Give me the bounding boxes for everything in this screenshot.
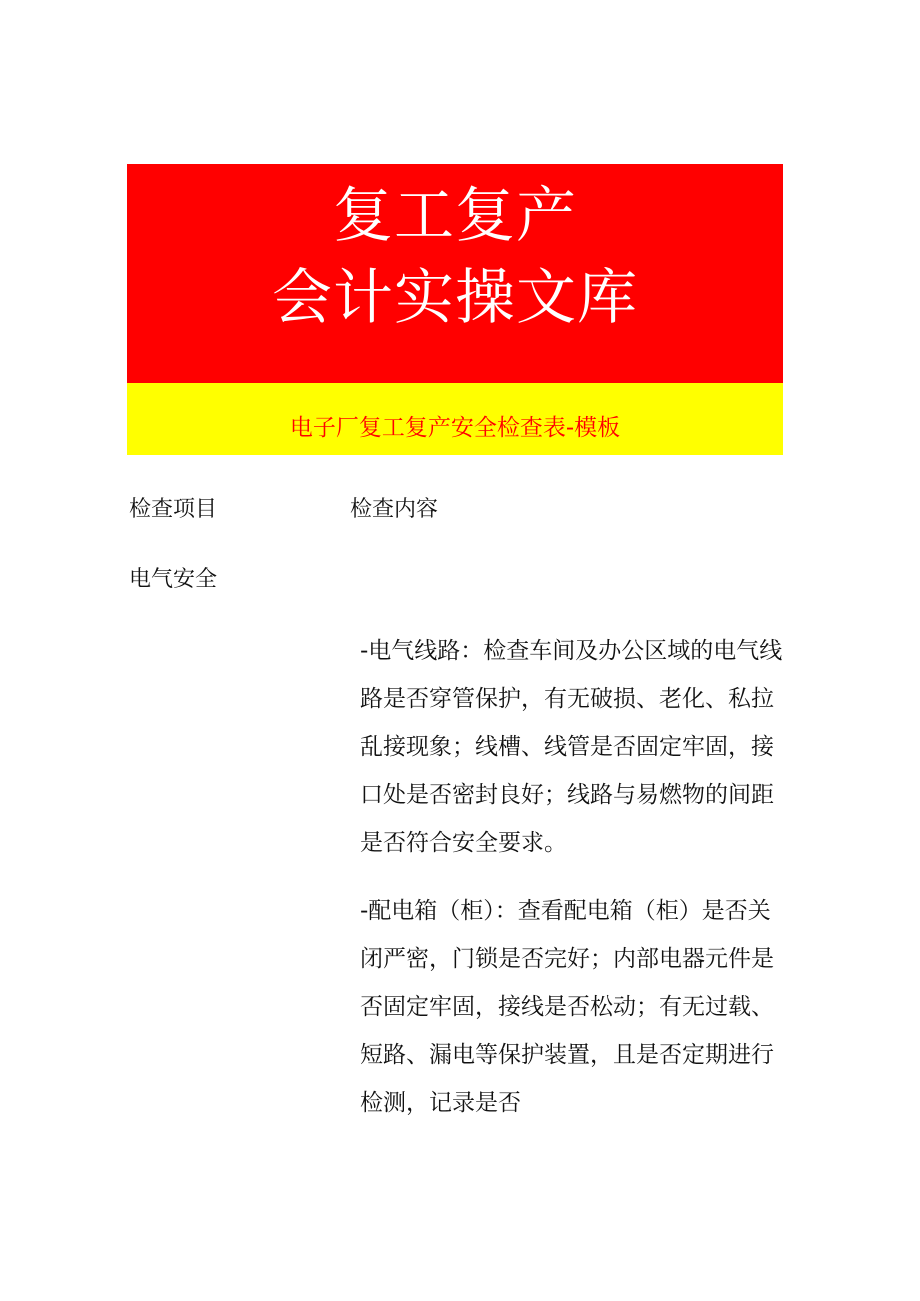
inspection-item-distribution-box: -配电箱（柜）：查看配电箱（柜）是否关闭严密，门锁是否完好；内部电器元件是否固定牢固，接线是否松动；有无过载、短路、漏电等保护装置，且是否定期进行检测，记录是否 <box>360 898 774 1116</box>
document-subtitle: 电子厂复工复产安全检查表-模板 <box>289 415 621 441</box>
column-header-inspection-item: 检查项目 <box>129 497 218 522</box>
banner-title-line-2: 会计实操文库 <box>272 263 638 333</box>
banner-title-line-1: 复工复产 <box>333 181 577 251</box>
column-header-inspection-content: 检查内容 <box>350 497 439 522</box>
inspection-item-electrical-wiring: -电气线路：检查车间及办公区域的电气线路是否穿管保护，有无破损、老化、私拉乱接现象；线槽、线管是否固定牢固，接口处是否密封良好；线路与易燃物的间距是否符合安全要求。 <box>360 638 783 856</box>
subtitle-bar <box>127 383 783 455</box>
category-electrical-safety: 电气安全 <box>129 567 218 592</box>
title-banner <box>127 164 783 383</box>
